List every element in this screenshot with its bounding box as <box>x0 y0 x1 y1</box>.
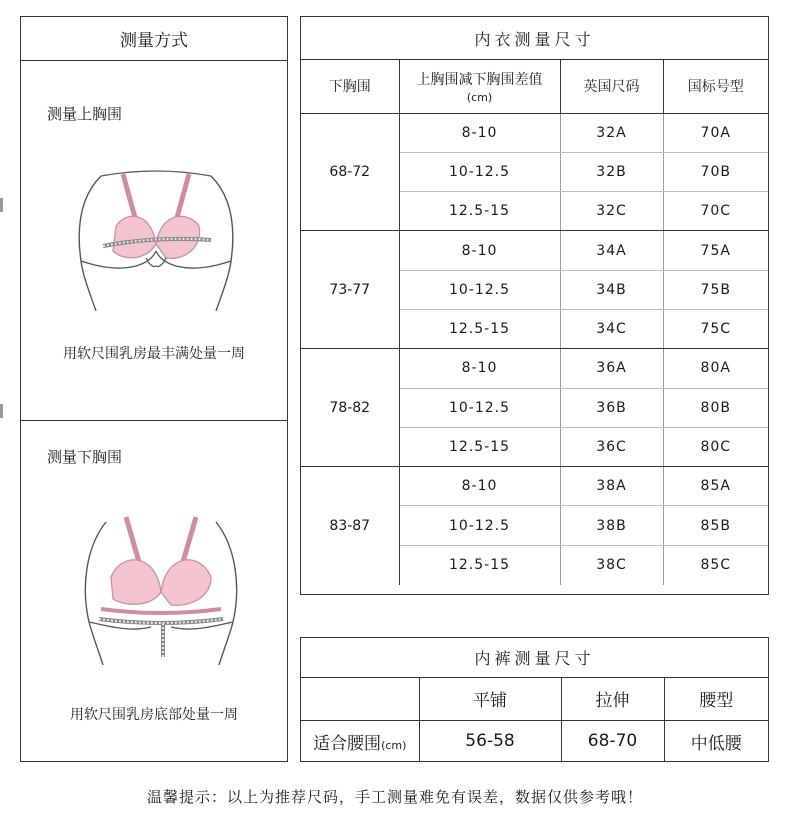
header-diff-label: 上胸围减下胸围差值 <box>416 71 543 88</box>
briefs-empty-corner <box>301 678 419 720</box>
intl-size: 70A <box>663 113 768 152</box>
bust-difference: 12.5-15 <box>399 192 560 231</box>
underbust-range: 78-82 <box>301 349 399 467</box>
uk-size: 34A <box>560 231 663 270</box>
uk-size: 36B <box>560 388 663 427</box>
briefs-type-value: 中低腰 <box>690 733 742 754</box>
uk-size: 32C <box>560 192 663 231</box>
uk-size: 38B <box>560 506 663 545</box>
footer-note: 温馨提示：以上为推荐尺码，手工测量难免有误差，数据仅供参考哦！ <box>146 788 643 806</box>
intl-size: 80B <box>663 388 768 427</box>
uk-size: 36A <box>560 349 663 388</box>
underbust-caption: 用软尺围乳房底部处量一周 <box>70 707 238 723</box>
bust-difference: 12.5-15 <box>399 309 560 348</box>
briefs-row-label <box>301 720 419 762</box>
bra-size-row <box>301 231 768 270</box>
measurement-method-panel <box>20 16 288 762</box>
intl-size: 75A <box>663 231 768 270</box>
briefs-col-type: 腰型 <box>664 678 768 720</box>
bust-difference: 10-12.5 <box>399 152 560 191</box>
intl-size: 75B <box>663 270 768 309</box>
intl-size: 75C <box>663 309 768 348</box>
bust-measure-illustration <box>61 166 251 316</box>
bust-difference: 10-12.5 <box>399 270 560 309</box>
underbust-range: 83-87 <box>301 467 399 585</box>
upper-bust-title: 测量上胸围 <box>47 105 123 123</box>
bust-difference: 8-10 <box>399 113 560 152</box>
underbust-title: 测量下胸围 <box>47 448 123 466</box>
briefs-col-flat: 平铺 <box>419 678 561 720</box>
intl-size: 80A <box>663 349 768 388</box>
upper-bust-section <box>21 61 287 421</box>
uk-size: 36C <box>560 427 663 466</box>
bra-size-row <box>301 349 768 388</box>
header-diff-unit: (cm) <box>466 90 493 104</box>
edge-mark <box>0 198 3 212</box>
measurement-method-header: 测量方式 <box>21 17 287 61</box>
bra-size-row <box>301 113 768 152</box>
briefs-size-table <box>300 637 769 762</box>
header-uk-size: 英国尺码 <box>560 60 663 113</box>
underbust-measure-illustration <box>71 507 251 667</box>
header-diff <box>399 60 560 113</box>
bra-size-table <box>300 16 769 595</box>
underbust-range: 68-72 <box>301 113 399 231</box>
bust-difference: 8-10 <box>399 467 560 506</box>
bra-size-row <box>301 467 768 506</box>
bust-difference: 10-12.5 <box>399 388 560 427</box>
uk-size: 32B <box>560 152 663 191</box>
header-underbust: 下胸围 <box>301 60 399 113</box>
bust-difference: 8-10 <box>399 231 560 270</box>
intl-size: 70B <box>663 152 768 191</box>
briefs-flat-value: 56-58 <box>419 720 561 762</box>
uk-size: 38A <box>560 467 663 506</box>
uk-size: 34B <box>560 270 663 309</box>
upper-bust-caption: 用软尺围乳房最丰满处量一周 <box>63 346 245 362</box>
header-intl-size: 国标号型 <box>663 60 768 113</box>
underbust-section <box>21 422 287 762</box>
bust-difference: 12.5-15 <box>399 545 560 584</box>
briefs-col-stretch: 拉伸 <box>561 678 664 720</box>
underbust-range: 73-77 <box>301 231 399 349</box>
briefs-row-unit: (cm) <box>381 738 407 752</box>
edge-mark <box>0 404 3 418</box>
bra-table-title: 内衣测量尺寸 <box>301 17 768 60</box>
uk-size: 34C <box>560 309 663 348</box>
intl-size: 85C <box>700 557 732 574</box>
briefs-row-label-text: 适合腰围 <box>313 733 382 754</box>
briefs-size-grid <box>301 678 768 762</box>
bust-difference: 12.5-15 <box>399 427 560 466</box>
bust-difference: 8-10 <box>399 349 560 388</box>
intl-size: 80C <box>663 427 768 466</box>
uk-size: 32A <box>560 113 663 152</box>
intl-size: 85B <box>663 506 768 545</box>
bra-size-grid <box>301 60 768 585</box>
intl-size: 85A <box>663 467 768 506</box>
briefs-stretch-value: 68-70 <box>561 720 664 762</box>
uk-size: 38C <box>560 545 663 584</box>
briefs-table-title: 内裤测量尺寸 <box>301 638 768 678</box>
bust-difference: 10-12.5 <box>399 506 560 545</box>
intl-size: 70C <box>663 192 768 231</box>
